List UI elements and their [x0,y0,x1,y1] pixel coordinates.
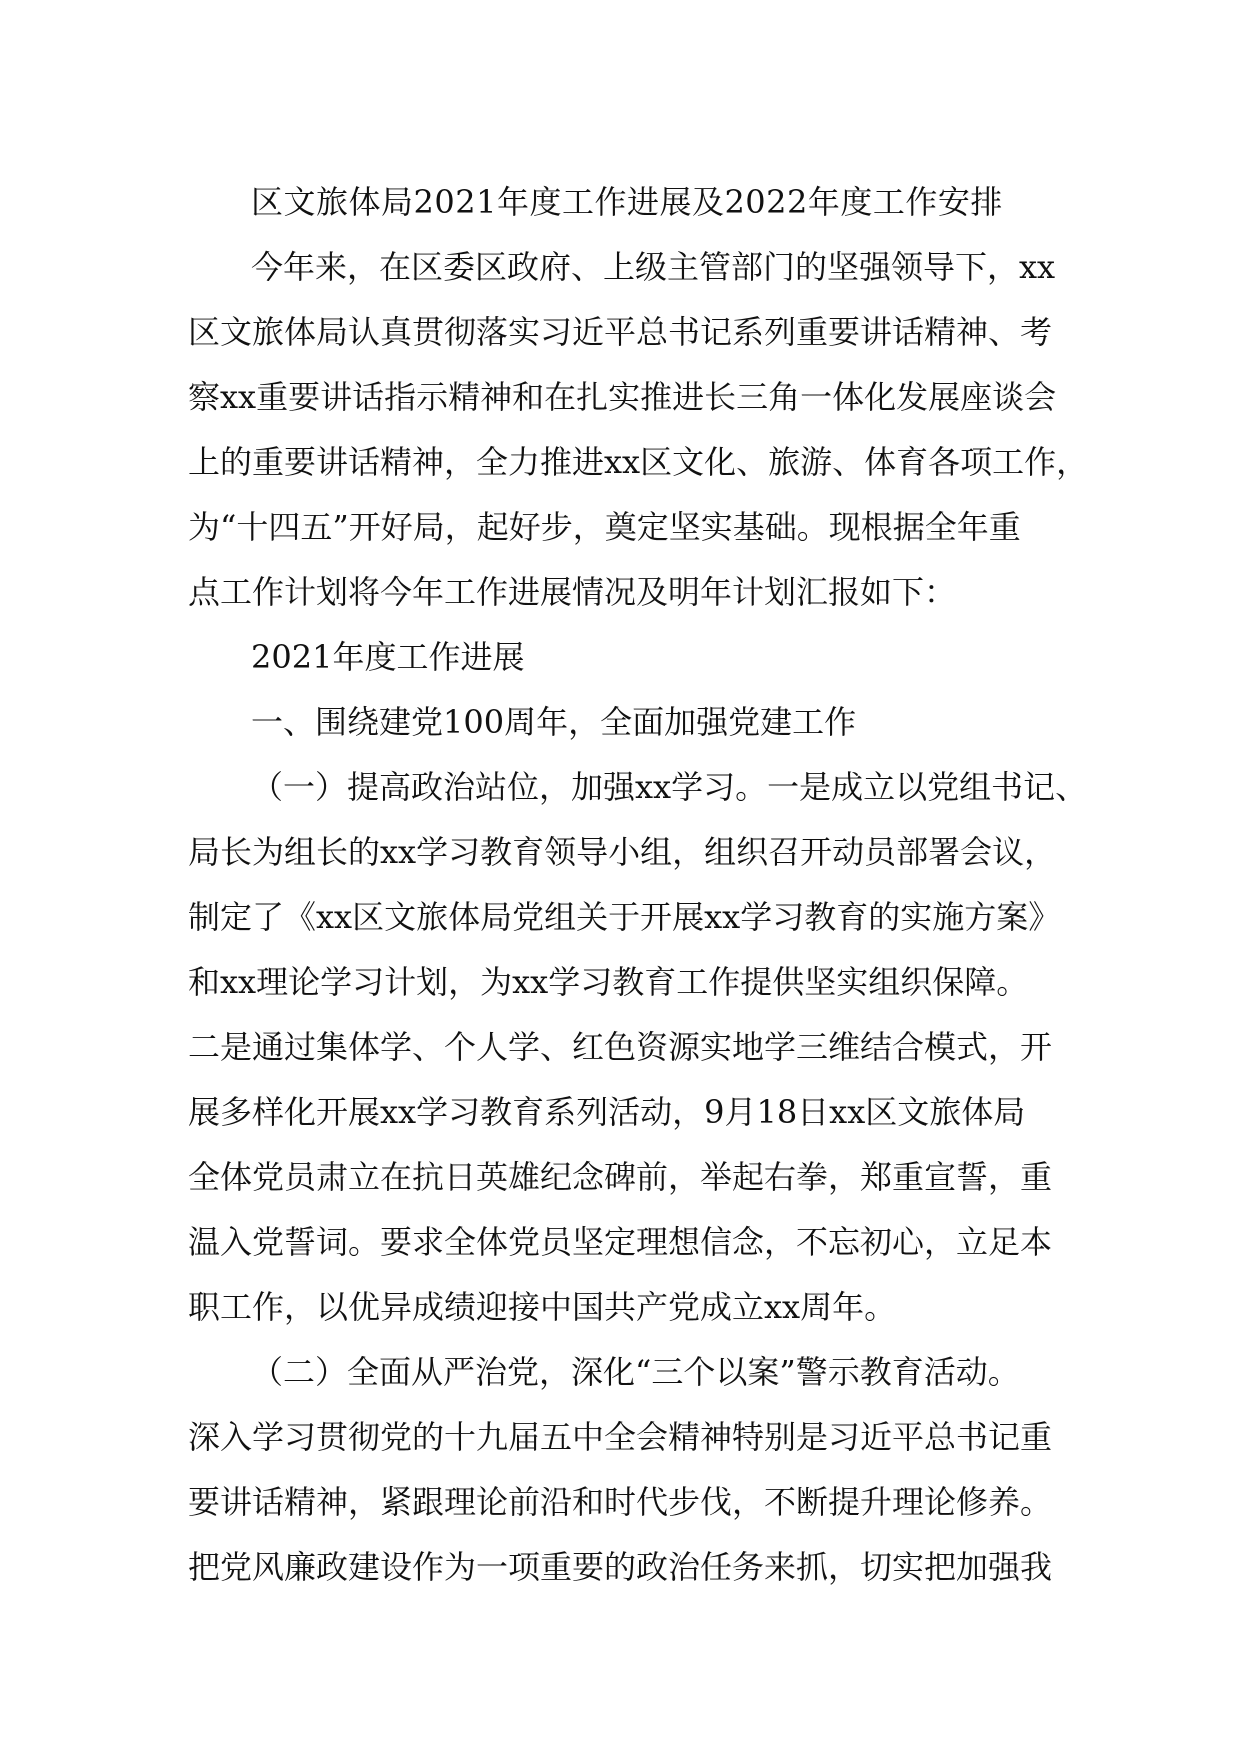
text-line: 把党风廉政建设作为一项重要的政治任务来抓，切实把加强我 [188,1548,1053,1586]
text-line: 职工作，以优异成绩迎接中国共产党成立xx周年。 [188,1288,897,1326]
paragraph-political-study [188,755,1088,1340]
text-line: 要讲话精神，紧跟理论前沿和时代步伐，不断提升理论修养。 [188,1483,1053,1521]
intro-paragraph [188,235,1089,625]
paragraph-party-discipline [188,1340,1068,1600]
text-line: 上的重要讲话精神，全力推进xx区文化、旅游、体育各项工作， [188,443,1089,481]
text-line: 今年来，在区委区政府、上级主管部门的坚强领导下，xx [251,248,1056,286]
text-line: 为“十四五”开好局，起好步，奠定坚实基础。现根据全年重 [188,508,1021,546]
document-body [188,170,1089,1600]
text-line: 深入学习贯彻党的十九届五中全会精神特别是习近平总书记重 [188,1418,1053,1456]
text-line: （二）全面从严治党，深化“三个以案”警示教育活动。 [251,1353,1020,1391]
text-line: 点工作计划将今年工作进展情况及明年计划汇报如下： [188,573,957,611]
text-line: 制定了《xx区文旅体局党组关于开展xx学习教育的实施方案》 [188,898,1061,936]
text-line: 全体党员肃立在抗日英雄纪念碑前，举起右拳，郑重宣誓，重 [188,1158,1053,1196]
subsection-heading: 一、围绕建党100周年，全面加强党建工作 [251,703,857,741]
text-line: 察xx重要讲话指示精神和在扎实推进长三角一体化发展座谈会 [188,378,1057,416]
text-line: 展多样化开展xx学习教育系列活动，9月18日xx区文旅体局 [188,1093,1026,1131]
text-line: 和xx理论学习计划，为xx学习教育工作提供坚实组织保障。 [188,963,1029,1001]
text-line: 区文旅体局认真贯彻落实习近平总书记系列重要讲话精神、考 [188,313,1053,351]
document-title: 区文旅体局2021年度工作进展及2022年度工作安排 [251,183,1003,221]
text-line: （一）提高政治站位，加强xx学习。一是成立以党组书记、 [251,768,1088,806]
text-line: 局长为组长的xx学习教育领导小组，组织召开动员部署会议， [188,833,1057,871]
text-line: 温入党誓词。要求全体党员坚定理想信念，不忘初心，立足本 [188,1223,1053,1261]
section-heading: 2021年度工作进展 [251,638,525,676]
text-line: 二是通过集体学、个人学、红色资源实地学三维结合模式，开 [188,1028,1053,1066]
